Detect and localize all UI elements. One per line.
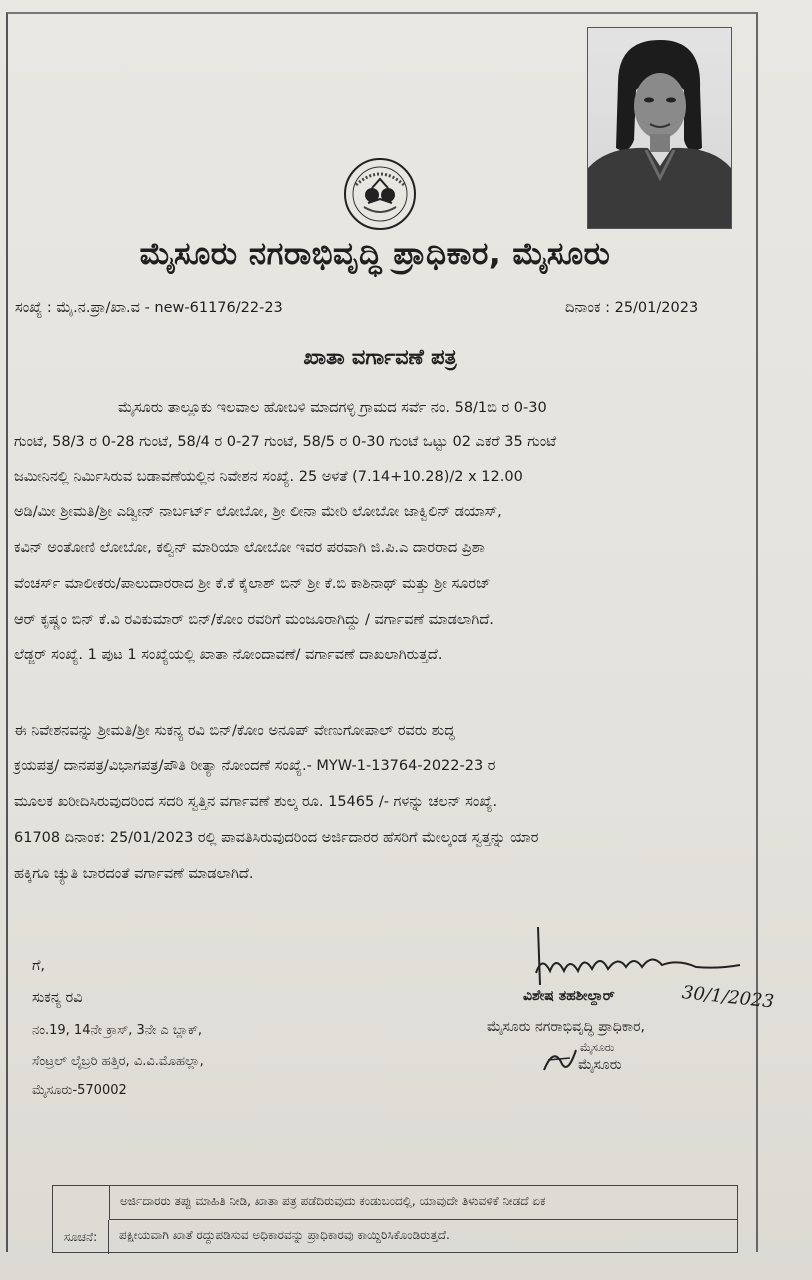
addressee-line: ಮೈಸೂರು-570002: [32, 1083, 127, 1098]
paragraph-1-line: ಅಡಿ/ಮೀ ಶ್ರೀಮತಿ/ಶ್ರೀ ಎಡ್ವೀನ್ ನಾರ್ಬರ್ಟ್ ಲೋಬೋ, ಶ್ರೀ ಲೀನಾ ಮೇರಿ ಲೋಬೋ ಜಾಕ್ವಿಲಿನ್ ಡಯಾಸ್,: [14, 504, 502, 520]
paragraph-1-line: ಆರ್ ಕೃಷ್ಣಂ ಬಿನ್ ಕೆ.ವಿ ರವಿಕುಮಾರ್ ಬಿನ್/ಕೋಂ ರವರಿಗೆ ಮಂಜೂರಾಗಿದ್ದು / ವರ್ಗಾವಣೆ ಮಾಡಲಾಗಿದೆ.: [14, 612, 494, 628]
paragraph-1-line: ಮೈಸೂರು ತಾಲ್ಲೂಕು ಇಲವಾಲ ಹೋಬಳಿ ಮಾದಗಳ್ಳಿ ಗ್ರಾಮದ ಸರ್ವೆ ನಂ. 58/1ಬಿ ರ 0-30: [118, 400, 547, 416]
applicant-photo: [587, 27, 732, 229]
addressee-line: ಸೆಂಟ್ರಲ್ ಲೈಬ್ರರಿ ಹತ್ತಿರ, ವಿ.ವಿ.ಮೊಹಲ್ಲಾ,: [32, 1054, 204, 1069]
officer-city: ಮೈಸೂರು: [578, 1057, 622, 1073]
paragraph-1-line: ಲೆಡ್ಜರ್ ಸಂಖ್ಯೆ. 1 ಪುಟ 1 ಸಂಖ್ಯೆಯಲ್ಲಿ ಖಾತಾ ನೋಂದಾವಣೆ/ ವರ್ಗಾವಣೆ ದಾಖಲಾಗಿರುತ್ತದೆ.: [14, 647, 443, 663]
officer-authority: ಮೈಸೂರು ನಗರಾಭಿವೃದ್ಧಿ ಪ್ರಾಧಿಕಾರ,: [487, 1019, 645, 1035]
paragraph-2-line: ಈ ನಿವೇಶನವನ್ನು ಶ್ರೀಮತಿ/ಶ್ರೀ ಸುಕನ್ಯ ರವಿ ಬಿನ್/ಕೋಂ ಅನೂಪ್ ವೇಣುಗೋಪಾಲ್ ರವರು ಶುದ್ಧ: [14, 723, 455, 739]
officer-title: ವಿಶೇಷ ತಹಶೀಲ್ದಾರ್: [523, 988, 615, 1004]
signature-for-label: ಮೈಸೂರು: [580, 1041, 615, 1054]
note-line: ಅರ್ಜಿದಾರರು ತಪ್ಪು ಮಾಹಿತಿ ನೀಡಿ, ಖಾತಾ ಪತ್ರ ಪಡೆದಿರುವುದು ಕಂಡುಬಂದಲ್ಲಿ, ಯಾವುದೇ ತಿಳುವಳಿಕೆ ನೀಡದೆ ಏಕ: [109, 1186, 737, 1220]
paragraph-2-line: ಮೂಲಕ ಖರೀದಿಸಿರುವುದರಿಂದ ಸದರಿ ಸ್ವತ್ತಿನ ವರ್ಗಾವಣೆ ಶುಲ್ಕ ರೂ. 15465 /- ಗಳನ್ನು ಚಲನ್ ಸಂಖ್ಯೆ.: [14, 794, 498, 810]
note-line: ಪಕ್ಷೀಯವಾಗಿ ಖಾತೆ ರದ್ದುಪಡಿಸುವ ಅಧಿಕಾರವನ್ನು ಪ್ರಾಧಿಕಾರವು ಕಾಯ್ದಿರಿಸಿಕೊಂಡಿರುತ್ತದೆ.: [119, 1228, 450, 1242]
paragraph-1-line: ಕವಿನ್ ಅಂತೋಣಿ ಲೋಬೋ, ಕಲ್ವಿನ್ ಮಾರಿಯಾ ಲೋಬೋ ಇವರ ಪರವಾಗಿ ಜಿ.ಪಿ.ಎ ದಾರರಾದ ಪ್ರಿಶಾ: [14, 540, 485, 556]
addressee-name: ಸುಕನ್ಯ ರವಿ: [32, 990, 83, 1006]
signature-date: 30/1/2023: [680, 982, 775, 1013]
authority-title: ಮೈಸೂರು ನಗರಾಭಿವೃದ್ಧಿ ಪ್ರಾಧಿಕಾರ, ಮೈಸೂರು: [139, 236, 611, 272]
document-subject: ಖಾತಾ ವರ್ಗಾವಣೆ ಪತ್ರ: [303, 345, 457, 369]
paragraph-1-line: ಗುಂಟೆ, 58/3 ರ 0-28 ಗುಂಟೆ, 58/4 ರ 0-27 ಗುಂಟೆ, 58/5 ರ 0-30 ಗುಂಟೆ ಒಟ್ಟು 02 ಎಕರೆ 35 ಗುಂಟೆ: [14, 434, 557, 450]
initial-mark: [540, 1040, 580, 1074]
paragraph-1-line: ಜಮೀನಿನಲ್ಲಿ ನಿರ್ಮಿಸಿರುವ ಬಡಾವಣೆಯಲ್ಲಿನ ನಿವೇಶನ ಸಂಖ್ಯೆ. 25 ಅಳತೆ (7.14+10.28)/2 x 12.00: [14, 469, 523, 485]
reference-number: ಸಂಖ್ಯೆ : ಮೈ.ನ.ಪ್ರಾ/ಖಾ.ವ - new-61176/22-23: [15, 300, 283, 316]
note-box: [52, 1185, 738, 1253]
note-label: ಸೂಚನೆ:: [53, 1220, 109, 1254]
addressee-to: ಗೆ,: [32, 958, 46, 974]
document-date: ದಿನಾಂಕ : 25/01/2023: [565, 300, 699, 316]
authority-seal-icon: [342, 155, 418, 233]
paragraph-1-line: ವೆಂಚರ್ಸ್ ಮಾಲೀಕರು/ಪಾಲುದಾರರಾದ ಶ್ರೀ ಕೆ.ಕೆ ಕೈಲಾಶ್ ಬಿನ್ ಶ್ರೀ ಕೆ.ಬಿ ಕಾಶಿನಾಥ್ ಮತ್ತು ಶ್ರೀ ಸೂರಜ್: [14, 576, 491, 592]
paragraph-2-line: 61708 ದಿನಾಂಕ: 25/01/2023 ರಲ್ಲಿ ಪಾವತಿಸಿರುವುದರಿಂದ ಅರ್ಜಿದಾರರ ಹೆಸರಿಗೆ ಮೇಲ್ಕಂಡ ಸ್ವತ್ತನ್ನು ಯಾರ: [14, 830, 539, 846]
paragraph-2-line: ಕ್ರಯಪತ್ರ/ ದಾನಪತ್ರ/ವಿಭಾಗಪತ್ರ/ಪೌತಿ ರೀತ್ಯಾ ನೋಂದಣೆ ಸಂಖ್ಯೆ.- MYW-1-13764-2022-23 ರ: [14, 758, 496, 774]
paragraph-2-line: ಹಕ್ಕಿಗೂ ಚ್ಯುತಿ ಬಾರದಂತೆ ವರ್ಗಾವಣೆ ಮಾಡಲಾಗಿದೆ.: [14, 866, 254, 882]
addressee-line: ನಂ.19, 14ನೇ ಕ್ರಾಸ್, 3ನೇ ಎ ಬ್ಲಾಕ್,: [32, 1023, 203, 1038]
